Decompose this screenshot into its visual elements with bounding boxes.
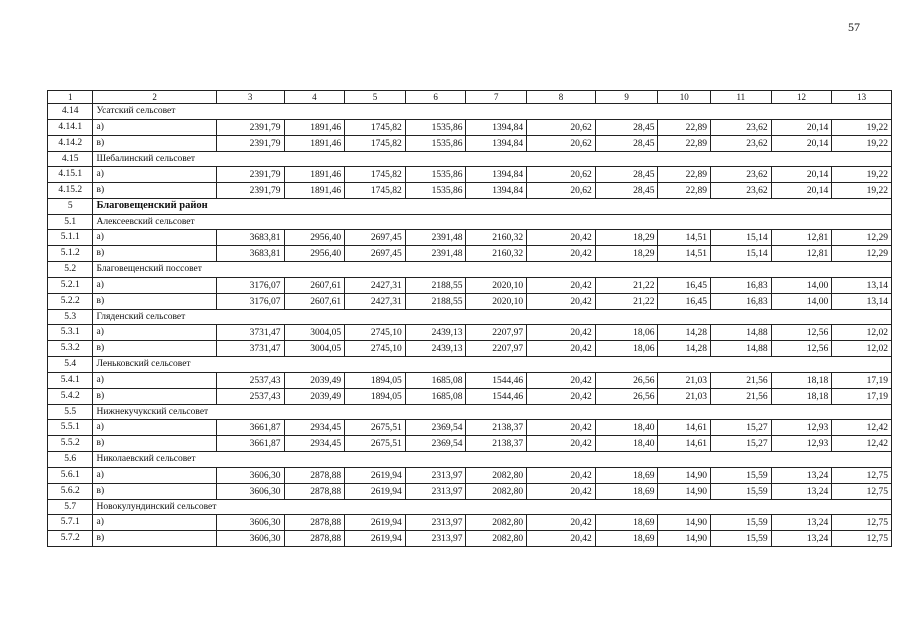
table-row: [48, 388, 892, 404]
row-code: 4.14: [48, 104, 93, 120]
row-code: 5.1: [48, 214, 93, 230]
row-code: 4.14.2: [48, 135, 93, 151]
value-cell: 18,69: [595, 467, 658, 483]
value-cell: 1685,08: [405, 372, 466, 388]
value-cell: 3606,30: [216, 483, 284, 499]
column-number-cell: 13: [832, 91, 892, 104]
column-number-cell: 1: [48, 91, 93, 104]
value-cell: 15,14: [711, 230, 772, 246]
value-cell: 12,29: [832, 230, 892, 246]
table-row: [48, 467, 892, 483]
value-cell: 15,27: [711, 436, 772, 452]
value-cell: 2082,80: [466, 483, 527, 499]
value-cell: 2391,79: [216, 135, 284, 151]
value-cell: 22,89: [658, 135, 711, 151]
value-cell: 14,90: [658, 467, 711, 483]
value-cell: 20,42: [527, 515, 596, 531]
value-cell: 1535,86: [405, 183, 466, 199]
value-cell: 2082,80: [466, 467, 527, 483]
column-number-cell: 7: [466, 91, 527, 104]
column-number-cell: 3: [216, 91, 284, 104]
value-cell: 2427,31: [345, 277, 406, 293]
row-label: а): [93, 515, 216, 531]
settlement-row: [48, 499, 892, 515]
page-number: 57: [848, 20, 860, 34]
value-cell: 20,42: [527, 246, 596, 262]
row-label: в): [93, 183, 216, 199]
value-cell: 20,42: [527, 531, 596, 547]
value-cell: 1891,46: [284, 183, 345, 199]
value-cell: 16,83: [711, 277, 772, 293]
value-cell: 2607,61: [284, 277, 345, 293]
row-label: а): [93, 119, 216, 135]
row-code: 5.6: [48, 452, 93, 468]
value-cell: 12,93: [771, 420, 832, 436]
value-cell: 1745,82: [345, 119, 406, 135]
row-code: 5.1.2: [48, 246, 93, 262]
value-cell: 14,00: [771, 277, 832, 293]
table-body: [48, 104, 892, 547]
value-cell: 28,45: [595, 183, 658, 199]
value-cell: 1745,82: [345, 135, 406, 151]
value-cell: 14,28: [658, 325, 711, 341]
value-cell: 2619,94: [345, 467, 406, 483]
value-cell: 18,06: [595, 341, 658, 357]
row-code: 5.7: [48, 499, 93, 515]
value-cell: 1685,08: [405, 388, 466, 404]
value-cell: 12,42: [832, 420, 892, 436]
value-cell: 3731,47: [216, 325, 284, 341]
value-cell: 18,40: [595, 420, 658, 436]
value-cell: 2675,51: [345, 436, 406, 452]
value-cell: 1745,82: [345, 167, 406, 183]
row-code: 4.15.1: [48, 167, 93, 183]
value-cell: 17,19: [832, 372, 892, 388]
value-cell: 2619,94: [345, 515, 406, 531]
value-cell: 18,29: [595, 246, 658, 262]
row-label: в): [93, 293, 216, 309]
value-cell: 2391,79: [216, 167, 284, 183]
value-cell: 2313,97: [405, 515, 466, 531]
table-row: [48, 515, 892, 531]
value-cell: 13,24: [771, 483, 832, 499]
value-cell: 18,69: [595, 483, 658, 499]
value-cell: 2697,45: [345, 230, 406, 246]
value-cell: 21,03: [658, 388, 711, 404]
value-cell: 12,75: [832, 515, 892, 531]
value-cell: 18,69: [595, 531, 658, 547]
value-cell: 26,56: [595, 388, 658, 404]
settlement-name: Нижнекучукский сельсовет: [93, 404, 892, 420]
value-cell: 20,14: [771, 183, 832, 199]
row-code: 5.4.2: [48, 388, 93, 404]
table-row: [48, 372, 892, 388]
value-cell: 20,42: [527, 388, 596, 404]
row-code: 5.7.2: [48, 531, 93, 547]
value-cell: 2369,54: [405, 420, 466, 436]
settlement-name: Шебалинский сельсовет: [93, 151, 892, 167]
value-cell: 12,02: [832, 325, 892, 341]
value-cell: 3683,81: [216, 246, 284, 262]
value-cell: 12,75: [832, 483, 892, 499]
settlement-name: Новокулундинский сельсовет: [93, 499, 892, 515]
value-cell: 19,22: [832, 135, 892, 151]
value-cell: 2039,49: [284, 388, 345, 404]
value-cell: 3004,05: [284, 325, 345, 341]
value-cell: 2313,97: [405, 467, 466, 483]
value-cell: 14,90: [658, 531, 711, 547]
value-cell: 20,42: [527, 436, 596, 452]
value-cell: 3661,87: [216, 436, 284, 452]
value-cell: 20,62: [527, 119, 596, 135]
value-cell: 18,69: [595, 515, 658, 531]
value-cell: 26,56: [595, 372, 658, 388]
column-number-cell: 6: [405, 91, 466, 104]
value-cell: 2138,37: [466, 436, 527, 452]
row-label: в): [93, 531, 216, 547]
value-cell: 19,22: [832, 167, 892, 183]
value-cell: 12,81: [771, 230, 832, 246]
column-number-cell: 10: [658, 91, 711, 104]
table-row: [48, 183, 892, 199]
value-cell: 2391,79: [216, 119, 284, 135]
value-cell: 14,51: [658, 230, 711, 246]
value-cell: 13,24: [771, 531, 832, 547]
value-cell: 2675,51: [345, 420, 406, 436]
row-label: а): [93, 277, 216, 293]
table-row: [48, 483, 892, 499]
table-row: [48, 436, 892, 452]
value-cell: 12,81: [771, 246, 832, 262]
value-cell: 1894,05: [345, 388, 406, 404]
table-row: [48, 277, 892, 293]
value-cell: 18,40: [595, 436, 658, 452]
value-cell: 2020,10: [466, 293, 527, 309]
value-cell: 15,59: [711, 531, 772, 547]
settlement-row: [48, 452, 892, 468]
value-cell: 2956,40: [284, 230, 345, 246]
column-number-cell: 2: [93, 91, 216, 104]
value-cell: 14,51: [658, 246, 711, 262]
value-cell: 20,42: [527, 293, 596, 309]
value-cell: 28,45: [595, 167, 658, 183]
row-code: 5.5.2: [48, 436, 93, 452]
value-cell: 20,42: [527, 341, 596, 357]
value-cell: 14,28: [658, 341, 711, 357]
value-cell: 12,29: [832, 246, 892, 262]
value-cell: 2082,80: [466, 531, 527, 547]
value-cell: 14,90: [658, 483, 711, 499]
value-cell: 3731,47: [216, 341, 284, 357]
column-number-cell: 4: [284, 91, 345, 104]
row-label: а): [93, 467, 216, 483]
row-code: 5.2.1: [48, 277, 93, 293]
column-number-row: [48, 91, 892, 104]
value-cell: 2619,94: [345, 531, 406, 547]
value-cell: 2439,13: [405, 341, 466, 357]
row-code: 5.3: [48, 309, 93, 325]
value-cell: 18,18: [771, 372, 832, 388]
value-cell: 20,62: [527, 135, 596, 151]
value-cell: 21,03: [658, 372, 711, 388]
value-cell: 3004,05: [284, 341, 345, 357]
row-code: 5: [48, 199, 93, 215]
value-cell: 21,22: [595, 277, 658, 293]
row-label: а): [93, 167, 216, 183]
value-cell: 2207,97: [466, 325, 527, 341]
value-cell: 2427,31: [345, 293, 406, 309]
value-cell: 2207,97: [466, 341, 527, 357]
row-code: 5.3.1: [48, 325, 93, 341]
row-code: 5.4: [48, 357, 93, 373]
value-cell: 13,24: [771, 467, 832, 483]
column-number-cell: 11: [711, 91, 772, 104]
value-cell: 14,61: [658, 420, 711, 436]
value-cell: 2391,48: [405, 230, 466, 246]
value-cell: 15,59: [711, 515, 772, 531]
value-cell: 2188,55: [405, 277, 466, 293]
value-cell: 16,45: [658, 277, 711, 293]
value-cell: 14,61: [658, 436, 711, 452]
value-cell: 15,59: [711, 467, 772, 483]
value-cell: 12,75: [832, 531, 892, 547]
row-label: в): [93, 135, 216, 151]
value-cell: 12,75: [832, 467, 892, 483]
table-row: [48, 119, 892, 135]
value-cell: 2369,54: [405, 436, 466, 452]
row-label: а): [93, 325, 216, 341]
column-number-cell: 5: [345, 91, 406, 104]
value-cell: 3683,81: [216, 230, 284, 246]
value-cell: 20,42: [527, 467, 596, 483]
value-cell: 2391,79: [216, 183, 284, 199]
value-cell: 19,22: [832, 119, 892, 135]
row-code: 4.14.1: [48, 119, 93, 135]
value-cell: 2039,49: [284, 372, 345, 388]
value-cell: 1535,86: [405, 135, 466, 151]
value-cell: 2160,32: [466, 230, 527, 246]
row-code: 5.3.2: [48, 341, 93, 357]
value-cell: 18,18: [771, 388, 832, 404]
column-number-cell: 9: [595, 91, 658, 104]
row-code: 5.4.1: [48, 372, 93, 388]
row-code: 4.15: [48, 151, 93, 167]
value-cell: 22,89: [658, 183, 711, 199]
value-cell: 12,02: [832, 341, 892, 357]
value-cell: 1394,84: [466, 167, 527, 183]
settlement-row: [48, 404, 892, 420]
value-cell: 1394,84: [466, 183, 527, 199]
value-cell: 13,24: [771, 515, 832, 531]
value-cell: 1394,84: [466, 135, 527, 151]
value-cell: 14,88: [711, 325, 772, 341]
value-cell: 15,14: [711, 246, 772, 262]
row-label: в): [93, 246, 216, 262]
value-cell: 20,42: [527, 230, 596, 246]
value-cell: 2934,45: [284, 420, 345, 436]
value-cell: 1394,84: [466, 119, 527, 135]
row-code: 5.1.1: [48, 230, 93, 246]
row-code: 5.6.2: [48, 483, 93, 499]
value-cell: 21,56: [711, 372, 772, 388]
value-cell: 2878,88: [284, 531, 345, 547]
value-cell: 20,14: [771, 119, 832, 135]
value-cell: 2138,37: [466, 420, 527, 436]
table-row: [48, 531, 892, 547]
row-label: а): [93, 372, 216, 388]
value-cell: 20,42: [527, 420, 596, 436]
value-cell: 23,62: [711, 167, 772, 183]
value-cell: 20,42: [527, 483, 596, 499]
value-cell: 2188,55: [405, 293, 466, 309]
value-cell: 20,42: [527, 325, 596, 341]
value-cell: 2619,94: [345, 483, 406, 499]
settlement-name: Усатский сельсовет: [93, 104, 892, 120]
row-code: 5.7.1: [48, 515, 93, 531]
value-cell: 1745,82: [345, 183, 406, 199]
table-row: [48, 135, 892, 151]
value-cell: 2878,88: [284, 515, 345, 531]
value-cell: 23,62: [711, 183, 772, 199]
row-code: 5.6.1: [48, 467, 93, 483]
value-cell: 1891,46: [284, 167, 345, 183]
value-cell: 1891,46: [284, 135, 345, 151]
value-cell: 22,89: [658, 119, 711, 135]
value-cell: 19,22: [832, 183, 892, 199]
district-row: [48, 199, 892, 215]
value-cell: 12,56: [771, 341, 832, 357]
value-cell: 1891,46: [284, 119, 345, 135]
row-code: 5.5: [48, 404, 93, 420]
value-cell: 2439,13: [405, 325, 466, 341]
value-cell: 12,42: [832, 436, 892, 452]
row-label: а): [93, 420, 216, 436]
value-cell: 17,19: [832, 388, 892, 404]
value-cell: 2745,10: [345, 325, 406, 341]
value-cell: 2878,88: [284, 467, 345, 483]
value-cell: 3606,30: [216, 515, 284, 531]
value-cell: 2956,40: [284, 246, 345, 262]
value-cell: 1544,46: [466, 372, 527, 388]
row-label: в): [93, 436, 216, 452]
row-code: 5.2: [48, 262, 93, 278]
settlement-name: Леньковский сельсовет: [93, 357, 892, 373]
value-cell: 3176,07: [216, 277, 284, 293]
row-label: в): [93, 483, 216, 499]
value-cell: 1535,86: [405, 119, 466, 135]
value-cell: 2537,43: [216, 372, 284, 388]
value-cell: 2697,45: [345, 246, 406, 262]
value-cell: 28,45: [595, 135, 658, 151]
table-row: [48, 293, 892, 309]
column-number-cell: 12: [771, 91, 832, 104]
value-cell: 2020,10: [466, 277, 527, 293]
settlement-name: Благовещенский поссовет: [93, 262, 892, 278]
settlement-row: [48, 262, 892, 278]
value-cell: 13,14: [832, 293, 892, 309]
table-row: [48, 230, 892, 246]
value-cell: 2607,61: [284, 293, 345, 309]
value-cell: 15,27: [711, 420, 772, 436]
table-row: [48, 167, 892, 183]
value-cell: 2745,10: [345, 341, 406, 357]
value-cell: 2391,48: [405, 246, 466, 262]
value-cell: 20,42: [527, 277, 596, 293]
value-cell: 18,06: [595, 325, 658, 341]
settlement-row: [48, 357, 892, 373]
value-cell: 22,89: [658, 167, 711, 183]
row-code: 5.5.1: [48, 420, 93, 436]
value-cell: 23,62: [711, 119, 772, 135]
row-label: а): [93, 230, 216, 246]
row-label: в): [93, 388, 216, 404]
value-cell: 12,93: [771, 436, 832, 452]
settlement-name: Гляденский сельсовет: [93, 309, 892, 325]
value-cell: 20,42: [527, 372, 596, 388]
value-cell: 16,45: [658, 293, 711, 309]
value-cell: 13,14: [832, 277, 892, 293]
value-cell: 2537,43: [216, 388, 284, 404]
value-cell: 3606,30: [216, 467, 284, 483]
value-cell: 28,45: [595, 119, 658, 135]
value-cell: 1535,86: [405, 167, 466, 183]
value-cell: 20,14: [771, 167, 832, 183]
row-label: в): [93, 341, 216, 357]
settlement-row: [48, 309, 892, 325]
settlement-name: Николаевский сельсовет: [93, 452, 892, 468]
value-cell: 3606,30: [216, 531, 284, 547]
table-row: [48, 420, 892, 436]
settlement-row: [48, 214, 892, 230]
value-cell: 15,59: [711, 483, 772, 499]
value-cell: 20,62: [527, 167, 596, 183]
value-cell: 23,62: [711, 135, 772, 151]
value-cell: 2160,32: [466, 246, 527, 262]
value-cell: 14,00: [771, 293, 832, 309]
value-cell: 14,88: [711, 341, 772, 357]
value-cell: 3176,07: [216, 293, 284, 309]
value-cell: 2934,45: [284, 436, 345, 452]
value-cell: 2313,97: [405, 531, 466, 547]
value-cell: 2082,80: [466, 515, 527, 531]
value-cell: 20,14: [771, 135, 832, 151]
table-row: [48, 341, 892, 357]
value-cell: 14,90: [658, 515, 711, 531]
value-cell: 1544,46: [466, 388, 527, 404]
value-cell: 21,22: [595, 293, 658, 309]
value-cell: 20,62: [527, 183, 596, 199]
value-cell: 2313,97: [405, 483, 466, 499]
value-cell: 12,56: [771, 325, 832, 341]
value-cell: 3661,87: [216, 420, 284, 436]
value-cell: 1894,05: [345, 372, 406, 388]
district-name: Благовещенский район: [93, 199, 892, 215]
table-row: [48, 246, 892, 262]
settlement-row: [48, 151, 892, 167]
row-code: 4.15.2: [48, 183, 93, 199]
settlement-name: Алексеевский сельсовет: [93, 214, 892, 230]
value-cell: 21,56: [711, 388, 772, 404]
tariff-table: [47, 90, 892, 547]
value-cell: 2878,88: [284, 483, 345, 499]
column-number-cell: 8: [527, 91, 596, 104]
table-row: [48, 325, 892, 341]
row-code: 5.2.2: [48, 293, 93, 309]
settlement-row: [48, 104, 892, 120]
value-cell: 16,83: [711, 293, 772, 309]
value-cell: 18,29: [595, 230, 658, 246]
